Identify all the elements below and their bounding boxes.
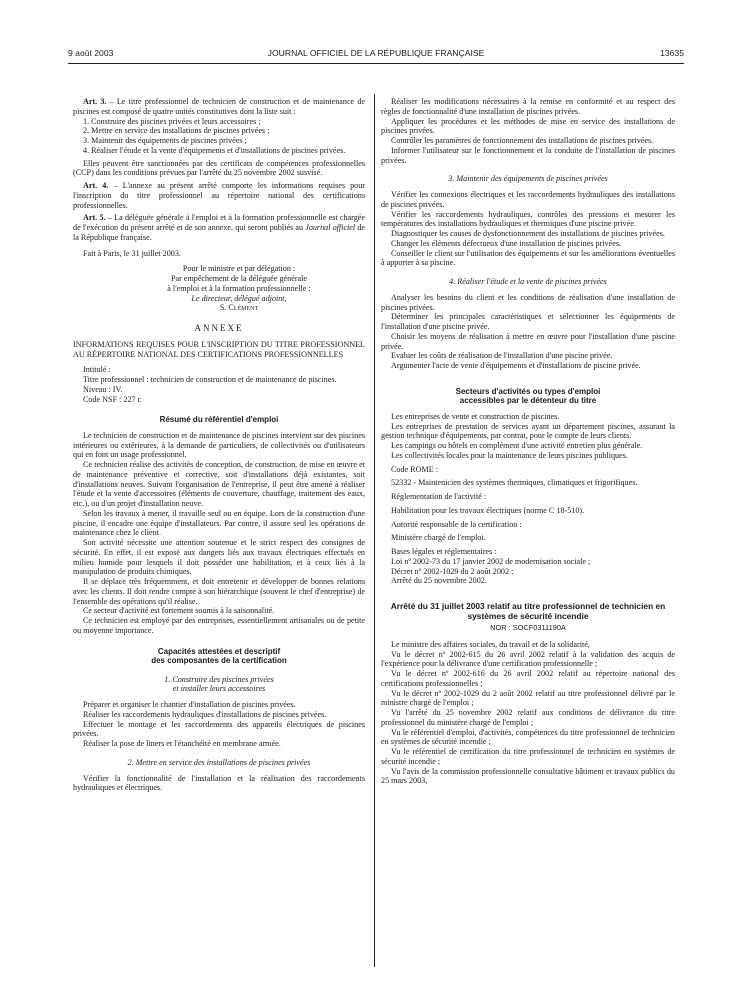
signature-line: à l'emploi et à la formation professionnelle : <box>167 283 311 293</box>
page-header <box>68 48 684 62</box>
left-column <box>73 97 365 793</box>
competence-item: Réaliser les raccordements hydrauliques d'installations de piscines privées. <box>83 709 327 719</box>
competence-item: Informer l'utilisateur sur le fonctionnement et la conduite de l'installation de piscines privées. <box>381 145 675 165</box>
arrete-paragraph: Vu l'avis de la commission professionnelle consultative bâtiment et travaux publics du 25 mars 2003, <box>381 766 675 786</box>
arrete-paragraph: Vu le référentiel d'emploi, d'activités, compétences du titre professionnel de technicien en systèmes de sécurité incendie ; <box>381 727 675 747</box>
resume-paragraph: Ce secteur d'activité est fortement soumis à la saisonnalité. <box>83 606 275 616</box>
nor-reference: NOR : SOCF0311190A <box>490 623 566 632</box>
habilitation: Habilitation pour les travaux électriques (norme C 18-510). <box>391 505 585 515</box>
competence-item: Changer les éléments défectueux d'une installation de piscines privées. <box>391 238 622 248</box>
competence-item: Réaliser les modifications nécessaires à la remise en conformité et au respect des règles de fonctionnalité d'une installation de piscines privées. <box>381 97 675 116</box>
arrete-paragraph: Vu le décret nº 2002-616 du 26 avril 2002 relatif au répertoire national des certifications professionnelles ; <box>381 669 675 688</box>
signature-title <box>73 294 365 304</box>
code-rome-value: 52332 - Maintenicien des systèmes thermiques, climatiques et frigorifiques. <box>391 478 638 488</box>
autorite-label: Autorité responsable de la certification : <box>391 519 522 529</box>
article-3-label: Art. 3. <box>83 97 107 106</box>
bases-label: Bases légales et réglementaires : <box>391 547 497 556</box>
annexe-info-heading: INFORMATIONS REQUISES POUR L'INSCRIPTION DU TITRE PROFESSIONNEL AU RÉPERTOIRE NATIONAL DES CERTIFICATIONS PROFESSIONNELLES <box>73 339 365 359</box>
competence-item: Déterminer les principales caractéristiques et sélectionner les équipements de l'installation d'une piscine privée. <box>381 312 675 331</box>
arrete-paragraph: Vu l'arrêté du 25 novembre 2002 relatif aux conditions de délivrance du titre professionnel du ministère chargé de l'emploi ; <box>381 708 675 727</box>
unit-list-item: 4. Réaliser l'étude et la vente d'équipements et d'installations de piscines privées. <box>83 145 346 155</box>
resume-paragraph: Ce technicien est employé par des entreprises, essentiellement artisanales ou de petite ou moyenne importance. <box>73 616 365 635</box>
article-4-text: – L'annexe au présent arrêté comporte les informations requises pour l'inscription du titre professionnel au répertoire national des certifications professionnelles. <box>73 181 365 210</box>
capacites-heading-line: Capacités attestées et descriptif <box>157 646 281 656</box>
competence-item: Préparer et organiser le chantier d'installation de piscines privées. <box>83 700 296 709</box>
competence-item: Contrôler les paramètres de fonctionnement des installations de piscines privées. <box>391 136 654 145</box>
section-1-heading-line: 1. Construire des piscines privées <box>164 674 274 684</box>
signature-line: Par empêchement de la déléguée générale <box>170 274 308 283</box>
competence-item: Analyser les besoins du client et les conditions de réalisation d'une installation de piscines privées. <box>381 292 675 312</box>
resume-paragraph: Le technicien de construction et de maintenance de piscines intervient sur des piscines intérieures ou extérieures, à la demande de particuliers, de collectivités ou d'utilisateurs qui en font un usage professionnel. <box>73 430 365 460</box>
competence-item: Choisir les moyens de réalisation à mettre en œuvre pour l'installation d'une piscine privée. <box>381 331 675 351</box>
article-5 <box>73 213 365 242</box>
competence-item: Vérifier les connexions électriques et les raccordements hydrauliques des installations de piscines privées. <box>381 190 675 209</box>
secteur-item: Les entreprises de vente et construction de piscines. <box>391 411 560 421</box>
section-4-heading: 4. Réaliser l'étude et la vente de piscines privées <box>449 277 607 286</box>
ministere: Ministère chargé de l'emploi. <box>391 533 486 543</box>
article-5-label: Art. 5. <box>83 213 106 223</box>
journal-officiel-ref: Journal officiel <box>305 223 356 232</box>
unit-list-item: 2. Mettre en service des installations de piscines privées ; <box>83 126 270 136</box>
resume-paragraph: Il se déplace très fréquemment, et doit entretenir et développer de bonnes relations avec les clients. Il doit rendre compte à son hiérarchique (souvent le chef d'entreprise) de l'ensemble des opérations qu'il réalise. <box>73 577 365 606</box>
section-2-heading: 2. Mettre en service des installations de piscines privées <box>127 757 311 767</box>
column-divider <box>374 94 375 967</box>
ccp-paragraph: Elles peuvent être sanctionnées par des certificats de compétences professionnelles (CCP) dans les conditions prévues par l'arrêté du 25 novembre 2002 susvisé. <box>73 158 365 178</box>
secteurs-heading <box>381 387 675 406</box>
resume-paragraph: Son activité nécessite une attention soutenue et le strict respect des consignes de sécurité. En effet, il est exposé aux dangers liés aux travaux électriques effectués en milieu humide pour lesquels il doit posséder une habilitation, et à ceux liés à la manipulation de produits chimiques. <box>73 538 365 577</box>
section-1-heading-line: et installer leurs accessoires <box>172 684 266 694</box>
arrete-paragraph: Vu le référentiel de certification du titre professionnel de technicien en systèmes de sécurité incendie ; <box>381 747 675 766</box>
competence-item: Conseiller le client sur l'utilisation des équipements et sur les améliorations éventuelles à apporter à sa piscine. <box>381 248 675 268</box>
competence-item: Vérifier la fonctionnalité de l'installation et la réalisation des raccordements hydrauliques et électriques. <box>73 773 365 793</box>
intitule-label: Intitulé : <box>83 365 111 375</box>
arrete-paragraph: Vu le décret nº 2002-1029 du 2 août 2002 relatif au titre professionnel délivré par le ministre chargé de l'emploi ; <box>381 688 675 708</box>
niveau: Niveau : IV. <box>83 384 123 394</box>
competence-item: Diagnostiquer les causes de dysfonctionnement des installations de piscines privées. <box>391 229 665 238</box>
annexe-heading: ANNEXE <box>194 323 244 333</box>
competence-item: Effectuer le montage et les raccordements des appareils électriques de piscines privées. <box>73 719 365 739</box>
right-column <box>381 97 675 786</box>
reglementation-label: Réglementation de l'activité : <box>391 492 487 501</box>
competence-item: Evaluer les coûts de réalisation de l'installation d'une piscine privée. <box>391 351 613 361</box>
header-date: 9 août 2003 <box>68 48 114 58</box>
signatory-name: S. Clément <box>219 303 259 313</box>
legal-reference: Décret nº 2002-1029 du 2 août 2002 ; <box>391 566 514 576</box>
competence-item: Vérifier les raccordements hydrauliques, contrôles des pressions et mesurer les températures des installations hydrauliques et thermiques d'une piscine privée. <box>381 209 675 229</box>
capacites-heading-line: des composantes de la certification <box>151 656 287 665</box>
unit-list-item: 3. Maintenir des équipements de piscines privées ; <box>83 136 247 145</box>
unit-list-item: 1. Construire des piscines privées et leurs accessoires ; <box>83 116 261 126</box>
article-4 <box>73 181 365 210</box>
signature-role: Le directeur, délégué adjoint, <box>191 293 287 303</box>
secteurs-list <box>381 412 675 461</box>
resume-heading: Résumé du référentiel d'emploi <box>159 415 279 425</box>
article-3-text: – Le titre professionnel de technicien de construction et de maintenance de piscines est composé de quatre unités constitutives dont la liste suit : <box>73 97 365 116</box>
resume-body <box>73 431 365 636</box>
capacites-heading <box>73 647 365 666</box>
fait-a-paris: Fait à Paris, le 31 juillet 2003. <box>83 248 181 258</box>
code-nsf: Code NSF : 227 r. <box>83 394 142 404</box>
signature-line: Pour le ministre et par délégation : <box>182 264 296 274</box>
section-3-heading: 3. Maintenir des équipements de piscines privées <box>448 174 608 184</box>
secteur-item: Les collectivités locales pour la maintenance de leurs piscines publiques. <box>391 450 628 460</box>
header-journal-title: JOURNAL OFFICIEL DE LA RÉPUBLIQUE FRANÇAISE <box>267 48 485 58</box>
secteurs-heading-line: accessibles par le détenteur du titre <box>459 396 597 406</box>
signature-block <box>73 264 365 313</box>
section-1-heading <box>73 675 365 695</box>
competence-item: Réaliser la pose de liners et l'étanchéité en membrane armée. <box>83 739 281 748</box>
arrete-title: Arrêté du 31 juillet 2003 relatif au titre professionnel de technicien en systèmes de sécurité incendie <box>390 601 666 621</box>
arrete-paragraph: Vu le décret nº 2002-615 du 26 avril 2002 relatif à la validation des acquis de l'expérience pour la délivrance d'une certification professionnelle ; <box>381 649 675 669</box>
arrete-paragraph: Le ministre des affaires sociales, du travail et de la solidarité, <box>391 639 590 649</box>
header-rule <box>68 63 684 64</box>
secteurs-heading-line: Secteurs d'activités ou types d'emploi <box>455 386 601 396</box>
titre-professionnel: Titre professionnel : technicien de construction et de maintenance de piscines. <box>83 375 337 384</box>
secteur-item: Les entreprises de prestation de services ayant un département piscines, assurant la gestion technique d'équipements, par contrat, pour le compte de leurs clients. <box>381 421 675 441</box>
legal-reference: Arrêté du 25 novembre 2002. <box>391 576 487 586</box>
competence-item: Appliquer les procédures et les méthodes de mise en service des installations de piscines privées. <box>381 116 675 136</box>
competence-item: Argumenter l'acte de vente d'équipements et d'installations de piscine privée. <box>391 361 641 370</box>
code-rome-label: Code ROME : <box>391 464 438 474</box>
article-4-label: Art. 4. <box>83 181 109 190</box>
resume-paragraph: Selon les travaux à mener, il travaille seul ou en équipe. Lors de la construction d'une piscine, il encadre une équipe d'installateurs. Par contre, il assure seul les opérations de maintenance chez le client. <box>73 508 365 538</box>
secteur-item: Les campings ou hôtels en complément d'une activité entretien plus générale. <box>391 441 643 450</box>
article-5-text-end: de la République française. <box>73 223 365 242</box>
header-page-number: 13635 <box>660 48 684 58</box>
article-3 <box>73 97 365 117</box>
legal-reference: Loi nº 2002-73 du 17 janvier 2002 de modernisation sociale ; <box>391 556 591 566</box>
article-5-text: – La déléguée générale à l'emploi et à la formation professionnelle est chargée de l'exécution du présent arrêté et de son annexe, qui seront publiés au <box>73 213 365 232</box>
resume-paragraph: Ce technicien réalise des activités de conception, de construction, de mise en œuvre et de maintenance préventive et corrective, soit d'installations déjà existantes, soit d'installations neuves. Suivant l'organisation de l'entreprise, il peut être amené à réaliser l'étude et la vente d'accessoires (éléments de couverture, chauffage, traitement des eaux, etc.), ou d'un projet d'installation neuve. <box>73 460 365 508</box>
